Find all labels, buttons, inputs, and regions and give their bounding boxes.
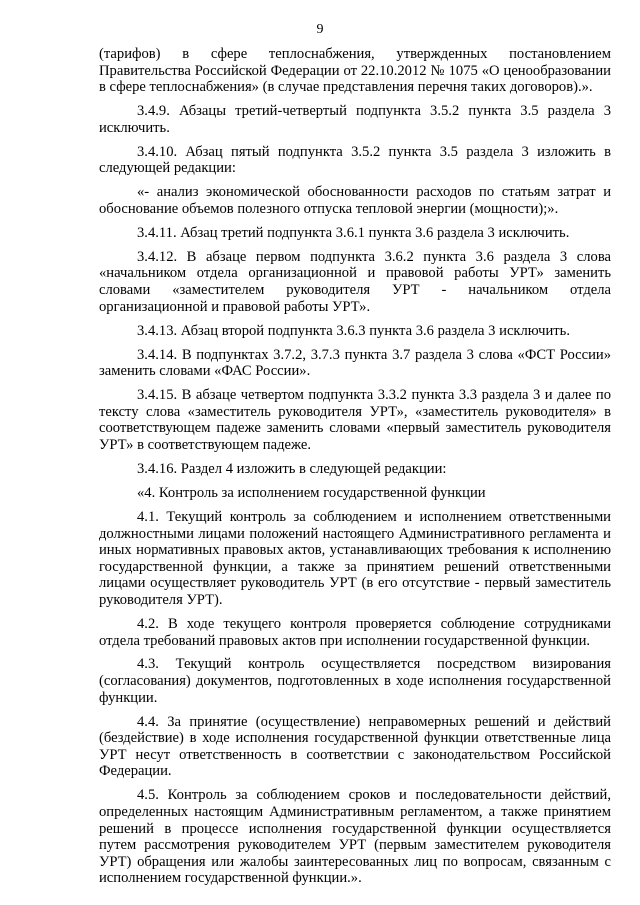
paragraph-4-3: 4.3. Текущий контроль осуществляется посредством визирования (согласования) документов, подготовленных в ходе исполнения государственной функции. [99,656,611,706]
paragraph-3-4-12: 3.4.12. В абзаце первом подпункта 3.6.2 пункта 3.6 раздела 3 слова «начальником отдела организационной и правовой работы УРТ» заменить словами «заместителем руководителя УРТ - начальником отдела организационной и правовой работы УРТ». [99,248,611,315]
paragraph-3-4-14: 3.4.14. В подпунктах 3.7.2, 3.7.3 пункта 3.7 раздела 3 слова «ФСТ России» заменить словами «ФАС России». [99,346,611,380]
paragraph-3-4-16: 3.4.16. Раздел 4 изложить в следующей редакции: [137,460,447,477]
paragraph-4-2: 4.2. В ходе текущего контроля проверяется соблюдение сотрудниками отдела требований правовых актов при исполнении государственной функции. [99,615,611,649]
section-4-heading: «4. Контроль за исполнением государственной функции [137,484,486,501]
paragraph-4-4: 4.4. За принятие (осуществление) неправомерных решений и действий (бездействие) в ходе исполнения государственной функции ответственные лица УРТ несут ответственность в соответствии с законодательством Российской Федерации. [99,713,611,780]
paragraph-3-4-11: 3.4.11. Абзац третий подпункта 3.6.1 пункта 3.6 раздела 3 исключить. [137,224,570,241]
document-body [99,46,611,894]
page-number: 9 [316,22,324,37]
paragraph-3-4-9: 3.4.9. Абзацы третий-четвертый подпункта 3.5.2 пункта 3.5 раздела 3 исключить. [99,103,611,136]
paragraph-4-1: 4.1. Текущий контроль за соблюдением и исполнением ответственными должностными лицами положений настоящего Административного регламента и иных нормативных правовых актов, устанавливающих требования к исполнению государственной функции, а также за принятием решений ответственными лицами осуществляет руководитель УРТ (в его отсутствие - первый заместитель руководителя УРТ). [99,508,611,608]
paragraph-4-5: 4.5. Контроль за соблюдением сроков и последовательности действий, определенных настоящим Административным регламентом, а также принятием решений в процессе исполнения государственной функции осуществляется путем рассмотрения руководителем УРТ (первым заместителем руководителя УРТ) обращения или жалобы заинтересованных лиц по вопросам, связанным с исполнением государственной функции.». [99,787,611,887]
paragraph-3-4-15: 3.4.15. В абзаце четвертом подпункта 3.3.2 пункта 3.3 раздела 3 и далее по тексту слова «заместитель руководителя УРТ», «заместитель руководителя» в соответствующем падеже заменить словами «первый заместитель руководителя УРТ» в соответствующем падеже. [99,387,611,453]
paragraph-continuation: (тарифов) в сфере теплоснабжения, утвержденных постановлением Правительства Российской Федерации от 22.10.2012 № 1075 «О ценообразовании в сфере теплоснабжения» (в случае представления перечня таких договоров).». [99,46,611,96]
paragraph-3-4-13: 3.4.13. Абзац второй подпункта 3.6.3 пункта 3.6 раздела 3 исключить. [137,322,570,339]
paragraph-quoted-analysis: «- анализ экономической обоснованности расходов по статьям затрат и обоснование объемов полезного отпуска тепловой энергии (мощности);». [99,184,611,217]
paragraph-3-4-10: 3.4.10. Абзац пятый подпункта 3.5.2 пункта 3.5 раздела 3 изложить в следующей редакции: [99,143,611,177]
